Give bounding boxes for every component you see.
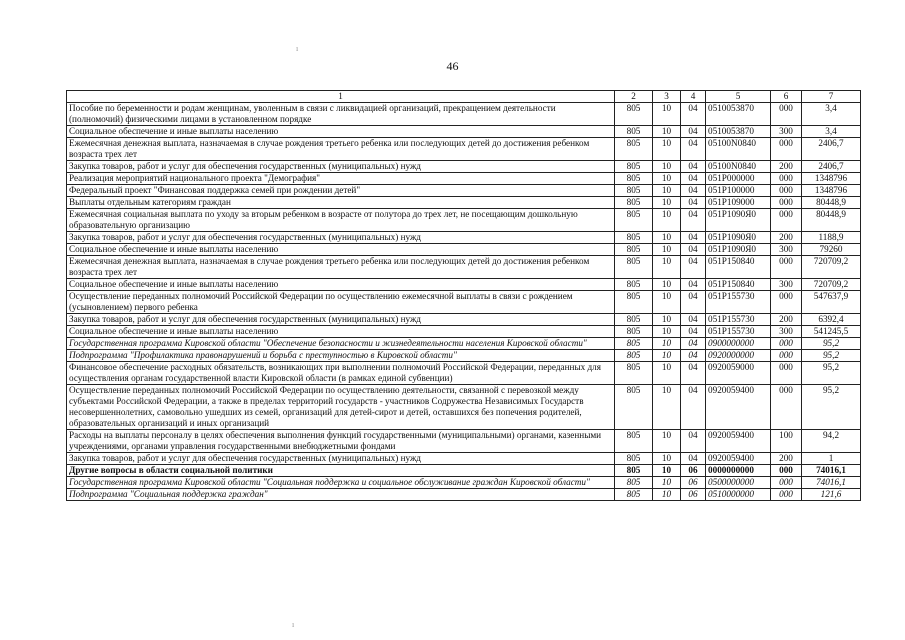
column-header: 1: [67, 91, 615, 103]
row-subsection: 04: [681, 232, 706, 244]
row-section: 10: [653, 232, 681, 244]
row-section: 10: [653, 338, 681, 350]
row-ministry: 805: [615, 126, 653, 138]
row-section: 10: [653, 126, 681, 138]
row-amount: 94,2: [802, 430, 861, 453]
row-amount: 1348796: [802, 173, 861, 185]
row-amount: 74016,1: [802, 465, 861, 477]
row-section: 10: [653, 314, 681, 326]
row-target-code: 051P100000: [706, 185, 771, 197]
row-section: 10: [653, 430, 681, 453]
row-target-code: 051P155730: [706, 291, 771, 314]
row-amount: 547637,9: [802, 291, 861, 314]
row-amount: 74016,1: [802, 477, 861, 489]
row-target-code: 0500000000: [706, 477, 771, 489]
row-section: 10: [653, 185, 681, 197]
column-header: 3: [653, 91, 681, 103]
row-ministry: 805: [615, 326, 653, 338]
row-target-code: 0920000000: [706, 350, 771, 362]
row-expense-type: 000: [771, 256, 802, 279]
row-ministry: 805: [615, 385, 653, 430]
row-expense-type: 000: [771, 385, 802, 430]
row-ministry: 805: [615, 338, 653, 350]
row-section: 10: [653, 350, 681, 362]
row-name: Социальное обеспечение и иные выплаты населению: [67, 279, 615, 291]
row-ministry: 805: [615, 197, 653, 209]
table-row: [67, 453, 861, 465]
row-name: Другие вопросы в области социальной политики: [67, 465, 615, 477]
row-name: Закупка товаров, работ и услуг для обеспечения государственных (муниципальных) нужд: [67, 314, 615, 326]
row-section: 10: [653, 279, 681, 291]
row-name: Закупка товаров, работ и услуг для обеспечения государственных (муниципальных) нужд: [67, 453, 615, 465]
row-name: Расходы на выплаты персоналу в целях обеспечения выполнения функций государственными (муниципальными) органами, казенными учреждениями, органами управления государственными внебюджетными фондами: [67, 430, 615, 453]
row-section: 10: [653, 326, 681, 338]
row-section: 10: [653, 197, 681, 209]
row-expense-type: 000: [771, 338, 802, 350]
row-section: 10: [653, 209, 681, 232]
row-section: 10: [653, 173, 681, 185]
row-subsection: 04: [681, 244, 706, 256]
row-subsection: 04: [681, 103, 706, 126]
row-target-code: 051P150840: [706, 279, 771, 291]
row-subsection: 06: [681, 477, 706, 489]
row-subsection: 04: [681, 291, 706, 314]
table-row: [67, 338, 861, 350]
row-subsection: 04: [681, 256, 706, 279]
table-row: [67, 477, 861, 489]
row-target-code: 05100N0840: [706, 161, 771, 173]
row-target-code: 0920059400: [706, 385, 771, 430]
row-ministry: 805: [615, 185, 653, 197]
column-header: 4: [681, 91, 706, 103]
row-subsection: 04: [681, 209, 706, 232]
row-section: 10: [653, 103, 681, 126]
table-row: [67, 138, 861, 161]
row-name: Выплаты отдельным категориям граждан: [67, 197, 615, 209]
row-expense-type: 200: [771, 232, 802, 244]
row-ministry: 805: [615, 279, 653, 291]
row-ministry: 805: [615, 256, 653, 279]
row-target-code: 0510053870: [706, 126, 771, 138]
row-expense-type: 000: [771, 291, 802, 314]
row-subsection: 06: [681, 465, 706, 477]
row-subsection: 04: [681, 138, 706, 161]
row-subsection: 04: [681, 197, 706, 209]
row-section: 10: [653, 489, 681, 501]
table-row: [67, 465, 861, 477]
row-subsection: 04: [681, 385, 706, 430]
row-amount: 3,4: [802, 126, 861, 138]
row-ministry: 805: [615, 173, 653, 185]
row-name: Закупка товаров, работ и услуг для обеспечения государственных (муниципальных) нужд: [67, 232, 615, 244]
row-ministry: 805: [615, 138, 653, 161]
row-expense-type: 000: [771, 362, 802, 385]
row-amount: 1: [802, 453, 861, 465]
scan-mark: ı: [296, 44, 299, 53]
row-amount: 79260: [802, 244, 861, 256]
header-row: [67, 91, 861, 103]
row-subsection: 04: [681, 126, 706, 138]
row-ministry: 805: [615, 161, 653, 173]
row-expense-type: 300: [771, 326, 802, 338]
row-amount: 80448,9: [802, 197, 861, 209]
row-section: 10: [653, 477, 681, 489]
row-expense-type: 200: [771, 453, 802, 465]
row-expense-type: 000: [771, 489, 802, 501]
row-name: Ежемесячная денежная выплата, назначаемая в случае рождения третьего ребенка или последующих детей до достижения ребенком возраста трех лет: [67, 138, 615, 161]
row-section: 10: [653, 385, 681, 430]
table-row: [67, 314, 861, 326]
row-target-code: 051P1090Я0: [706, 209, 771, 232]
row-amount: 95,2: [802, 385, 861, 430]
row-name: Реализация мероприятий национального проекта "Демография": [67, 173, 615, 185]
row-target-code: 0920059000: [706, 362, 771, 385]
row-target-code: 051P1090Я0: [706, 232, 771, 244]
row-section: 10: [653, 453, 681, 465]
row-ministry: 805: [615, 350, 653, 362]
table-row: [67, 350, 861, 362]
row-target-code: 051P1090Я0: [706, 244, 771, 256]
row-name: Социальное обеспечение и иные выплаты населению: [67, 126, 615, 138]
row-ministry: 805: [615, 291, 653, 314]
table-row: [67, 256, 861, 279]
page-number: 46: [446, 59, 459, 73]
row-ministry: 805: [615, 453, 653, 465]
row-name: Федеральный проект "Финансовая поддержка семей при рождении детей": [67, 185, 615, 197]
row-amount: 2406,7: [802, 138, 861, 161]
table-row: [67, 173, 861, 185]
row-ministry: 805: [615, 209, 653, 232]
row-expense-type: 000: [771, 209, 802, 232]
row-name: Ежемесячная денежная выплата, назначаемая в случае рождения третьего ребенка или последующих детей до достижения ребенком возраста трех лет: [67, 256, 615, 279]
row-name: Государственная программа Кировской области "Обеспечение безопасности и жизнедеятельности населения Кировской области": [67, 338, 615, 350]
row-amount: 1188,9: [802, 232, 861, 244]
row-subsection: 04: [681, 173, 706, 185]
row-amount: 720709,2: [802, 279, 861, 291]
row-section: 10: [653, 291, 681, 314]
row-name: Государственная программа Кировской области "Социальная поддержка и социальное обслуживание граждан Кировской области": [67, 477, 615, 489]
row-ministry: 805: [615, 489, 653, 501]
column-header: 6: [771, 91, 802, 103]
row-expense-type: 000: [771, 185, 802, 197]
column-header: 5: [706, 91, 771, 103]
row-ministry: 805: [615, 430, 653, 453]
row-subsection: 04: [681, 279, 706, 291]
row-subsection: 04: [681, 185, 706, 197]
row-expense-type: 100: [771, 430, 802, 453]
row-target-code: 051P109000: [706, 197, 771, 209]
row-expense-type: 000: [771, 477, 802, 489]
row-expense-type: 000: [771, 138, 802, 161]
row-target-code: 051P155730: [706, 314, 771, 326]
row-section: 10: [653, 362, 681, 385]
row-target-code: 0920059400: [706, 430, 771, 453]
row-subsection: 04: [681, 350, 706, 362]
table-row: [67, 430, 861, 453]
table-row: [67, 291, 861, 314]
row-target-code: 051P150840: [706, 256, 771, 279]
row-section: 10: [653, 465, 681, 477]
row-amount: 1348796: [802, 185, 861, 197]
row-section: 10: [653, 244, 681, 256]
row-ministry: 805: [615, 232, 653, 244]
row-amount: 80448,9: [802, 209, 861, 232]
row-name: Социальное обеспечение и иные выплаты населению: [67, 326, 615, 338]
table-row: [67, 385, 861, 430]
row-expense-type: 200: [771, 314, 802, 326]
row-ministry: 805: [615, 362, 653, 385]
row-name: Финансовое обеспечение расходных обязательств, возникающих при выполнении полномочий Российской Федерации, переданных для осуществления органам государственной власти Кировской области (в рамках единой субвенции): [67, 362, 615, 385]
row-expense-type: 000: [771, 173, 802, 185]
row-amount: 95,2: [802, 350, 861, 362]
row-target-code: 0000000000: [706, 465, 771, 477]
row-subsection: 04: [681, 362, 706, 385]
row-expense-type: 000: [771, 197, 802, 209]
row-target-code: 051P155730: [706, 326, 771, 338]
row-subsection: 04: [681, 314, 706, 326]
row-subsection: 04: [681, 161, 706, 173]
row-amount: 720709,2: [802, 256, 861, 279]
table-row: [67, 489, 861, 501]
row-name: Социальное обеспечение и иные выплаты населению: [67, 244, 615, 256]
row-name: Подпрограмма "Социальная поддержка граждан": [67, 489, 615, 501]
row-subsection: 06: [681, 489, 706, 501]
table-row: [67, 232, 861, 244]
column-header: 2: [615, 91, 653, 103]
row-subsection: 04: [681, 326, 706, 338]
row-name: Закупка товаров, работ и услуг для обеспечения государственных (муниципальных) нужд: [67, 161, 615, 173]
row-expense-type: 300: [771, 126, 802, 138]
row-ministry: 805: [615, 103, 653, 126]
row-expense-type: 300: [771, 279, 802, 291]
row-target-code: 0510000000: [706, 489, 771, 501]
row-target-code: 051P000000: [706, 173, 771, 185]
scan-mark: ı: [292, 620, 295, 629]
row-subsection: 04: [681, 430, 706, 453]
table-row: [67, 197, 861, 209]
row-name: Подпрограмма "Профилактика правонарушений и борьба с преступностью в Кировской области": [67, 350, 615, 362]
row-amount: 121,6: [802, 489, 861, 501]
row-name: Осуществление переданных полномочий Российской Федерации по осуществлению ежемесячной выплаты в связи с рождением (усыновлением) первого ребенка: [67, 291, 615, 314]
row-subsection: 04: [681, 453, 706, 465]
row-ministry: 805: [615, 314, 653, 326]
row-ministry: 805: [615, 244, 653, 256]
row-amount: 6392,4: [802, 314, 861, 326]
row-section: 10: [653, 256, 681, 279]
row-subsection: 04: [681, 338, 706, 350]
table-row: [67, 362, 861, 385]
row-name: Пособие по беременности и родам женщинам, уволенным в связи с ликвидацией организаций, прекращением деятельности (полномочий) физическими лицами в установленном порядке: [67, 103, 615, 126]
row-name: Осуществление переданных полномочий Российской Федерации по осуществлению деятельности, связанной с перевозкой между субъектами Российской Федерации, а также в пределах территорий государств - участников Содружества Независимых Государств несовершеннолетних, самовольно ушедших из семей, организаций для детей-сирот и детей, оставшихся без попечения родителей, образовательных организаций и иных организаций: [67, 385, 615, 430]
budget-table: [66, 90, 861, 501]
row-target-code: 0900000000: [706, 338, 771, 350]
row-expense-type: 000: [771, 350, 802, 362]
row-expense-type: 300: [771, 244, 802, 256]
row-expense-type: 000: [771, 465, 802, 477]
column-header: 7: [802, 91, 861, 103]
row-amount: 95,2: [802, 362, 861, 385]
row-ministry: 805: [615, 477, 653, 489]
row-target-code: 05100N0840: [706, 138, 771, 161]
row-amount: 95,2: [802, 338, 861, 350]
row-ministry: 805: [615, 465, 653, 477]
table-row: [67, 126, 861, 138]
row-section: 10: [653, 161, 681, 173]
table-row: [67, 209, 861, 232]
row-name: Ежемесячная социальная выплата по уходу за вторым ребенком в возрасте от полутора до трех лет, не посещающим дошкольную образовательную организацию: [67, 209, 615, 232]
table-row: [67, 161, 861, 173]
table-row: [67, 103, 861, 126]
row-amount: 3,4: [802, 103, 861, 126]
row-expense-type: 200: [771, 161, 802, 173]
table-row: [67, 244, 861, 256]
table-body: [67, 103, 861, 501]
row-amount: 2406,7: [802, 161, 861, 173]
row-target-code: 0510053870: [706, 103, 771, 126]
table-row: [67, 185, 861, 197]
row-section: 10: [653, 138, 681, 161]
row-expense-type: 000: [771, 103, 802, 126]
table-row: [67, 279, 861, 291]
table-row: [67, 326, 861, 338]
row-target-code: 0920059400: [706, 453, 771, 465]
row-amount: 541245,5: [802, 326, 861, 338]
